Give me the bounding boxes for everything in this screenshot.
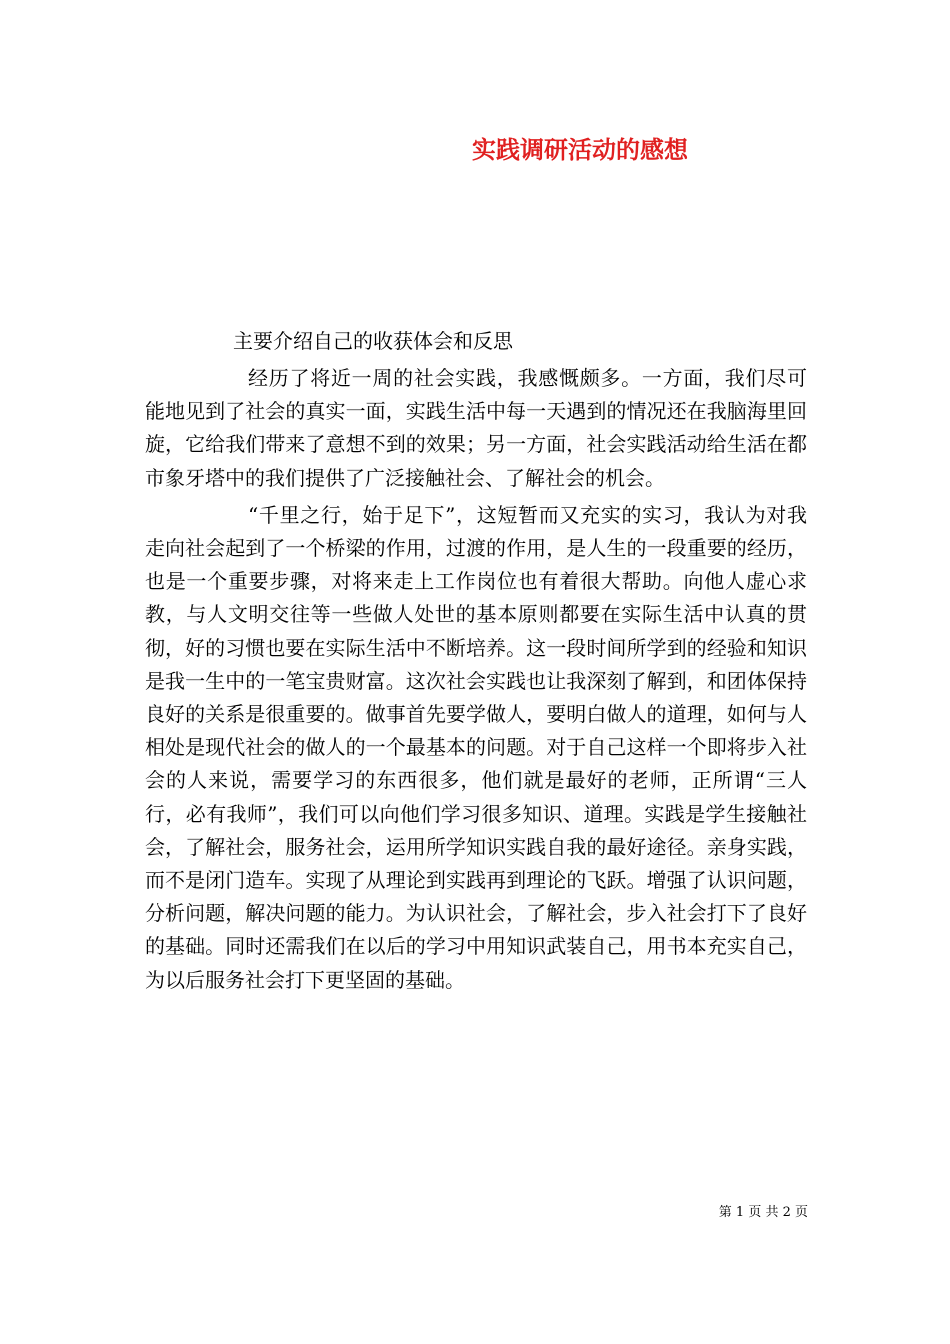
body-paragraph: “千里之行，始于足下”，这短暂而又充实的实习，我认为对我走向社会起到了一个桥梁的作用，过渡的作用，是人生的一段重要的经历，也是一个重要步骤，对将来走上工作岗位也有着很大帮助。向他人虚心求教，与人文明交往等一些做人处世的基本原则都要在实际生活中认真的贯彻，好的习惯也要在实际生活中不断培养。这一段时间所学到的经验和知识是我一生中的一笔宝贵财富。这次社会实践也让我深刻了解到，和团体保持良好的关系是很重要的。做事首先要学做人，要明白做人的道理，如何与人相处是现代社会的做人的一个最基本的问题。对于自己这样一个即将步入社会的人来说，需要学习的东西很多，他们就是最好的老师，正所谓“三人行，必有我师”，我们可以向他们学习很多知识、道理。实践是学生接触社会，了解社会，服务社会，运用所学知识实践自我的最好途径。亲身实践，而不是闭门造车。实现了从理论到实践再到理论的飞跃。增强了认识问题，分析问题，解决问题的能力。为认识社会，了解社会，步入社会打下了良好的基础。同时还需我们在以后的学习中用知识武装自己，用书本充实自己，为以后服务社会打下更坚固的基础。 <box>145 502 807 992</box>
document-body <box>145 362 807 997</box>
body-paragraph: 经历了将近一周的社会实践，我感慨颇多。一方面，我们尽可能地见到了社会的真实一面，实践生活中每一天遇到的情况还在我脑海里回旋，它给我们带来了意想不到的效果；另一方面，社会实践活动给生活在都市象牙塔中的我们提供了广泛接触社会、了解社会的机会。 <box>145 366 807 490</box>
document-title: 实践调研活动的感想 <box>472 135 688 164</box>
document-subtitle: 主要介绍自己的收获体会和反思 <box>233 329 513 353</box>
page-number: 第 1 页 共 2 页 <box>718 1205 808 1220</box>
